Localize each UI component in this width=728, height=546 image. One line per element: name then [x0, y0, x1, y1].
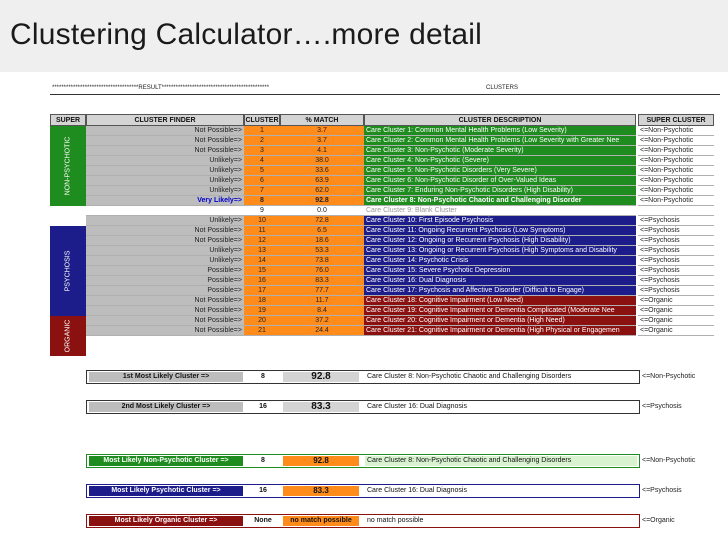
cell-cluster: 3: [244, 146, 280, 156]
cell-cluster: 13: [244, 246, 280, 256]
summary-label: Most Likely Organic Cluster =>: [89, 516, 243, 526]
cell-super: <=Psychosis: [638, 236, 714, 246]
cell-desc: Care Cluster 6: Non-Psychotic Disorder of Over-Valued Ideas: [364, 176, 636, 186]
cell-finder: [86, 206, 244, 216]
cell-cluster: 8: [244, 196, 280, 206]
cell-finder: Not Possible=>: [86, 306, 244, 316]
cell-super: <=Non-Psychotic: [638, 166, 714, 176]
cell-match: 83.3: [280, 276, 364, 286]
cell-super: <=Psychosis: [638, 216, 714, 226]
cell-finder: Very Likely=>: [86, 196, 244, 206]
cell-cluster: 12: [244, 236, 280, 246]
cell-finder: Not Possible=>: [86, 226, 244, 236]
cell-desc: Care Cluster 20: Cognitive Impairment or Dementia (High Need): [364, 316, 636, 326]
cell-finder: Unlikely=>: [86, 186, 244, 196]
cell-match: 63.9: [280, 176, 364, 186]
summary-match: 83.3: [283, 486, 359, 496]
table-row: [50, 156, 720, 166]
table-row: [50, 186, 720, 196]
cell-match: 11.7: [280, 296, 364, 306]
header-description: CLUSTER DESCRIPTION: [364, 114, 636, 126]
result-label: *************************************RESULT**********************************************: [52, 85, 270, 91]
header-super: SUPER: [50, 114, 86, 126]
table-row: [50, 306, 720, 316]
cell-finder: Unlikely=>: [86, 176, 244, 186]
cell-finder: Possible=>: [86, 276, 244, 286]
table-row: [50, 266, 720, 276]
table-row: [50, 176, 720, 186]
cell-match: 3.7: [280, 136, 364, 146]
cell-finder: Not Possible=>: [86, 316, 244, 326]
cell-match: 6.5: [280, 226, 364, 236]
cell-desc: Care Cluster 3: Non-Psychotic (Moderate Severity): [364, 146, 636, 156]
cell-super: [638, 206, 714, 216]
summary-cluster: 8: [247, 372, 279, 382]
cell-desc: Care Cluster 19: Cognitive Impairment or Dementia Complicated (Moderate Nee: [364, 306, 636, 316]
cell-match: 0.0: [280, 206, 364, 216]
cell-cluster: 10: [244, 216, 280, 226]
cell-super: <=Psychosis: [638, 256, 714, 266]
table-row: [50, 286, 720, 296]
cell-super: <=Psychosis: [638, 226, 714, 236]
summary-cluster: None: [247, 516, 279, 526]
cell-super: <=Non-Psychotic: [638, 156, 714, 166]
cell-match: 62.0: [280, 186, 364, 196]
summary-row: [86, 370, 640, 384]
summary-cluster: 8: [247, 456, 279, 466]
cell-finder: Unlikely=>: [86, 216, 244, 226]
summary-super-cluster: <=Non-Psychotic: [642, 457, 696, 464]
cell-match: 76.0: [280, 266, 364, 276]
cell-finder: Not Possible=>: [86, 236, 244, 246]
cell-finder: Not Possible=>: [86, 326, 244, 336]
band-label-psychosis: PSYCHOSIS: [64, 250, 72, 292]
band-label-organic: ORGANIC: [64, 319, 72, 353]
table-row: [50, 276, 720, 286]
cell-super: <=Organic: [638, 316, 714, 326]
cell-desc: Care Cluster 15: Severe Psychotic Depression: [364, 266, 636, 276]
summary-super-cluster: <=Non-Psychotic: [642, 373, 696, 380]
spreadsheet: [50, 84, 720, 544]
table-row: [50, 256, 720, 266]
table-row: [50, 206, 720, 216]
cell-cluster: 2: [244, 136, 280, 146]
summary-label: 2nd Most Likely Cluster =>: [89, 402, 243, 412]
cell-super: <=Psychosis: [638, 246, 714, 256]
cell-desc: Care Cluster 21: Cognitive Impairment or Dementia (High Physical or Engagemen: [364, 326, 636, 336]
cell-super: <=Non-Psychotic: [638, 146, 714, 156]
cell-match: 18.6: [280, 236, 364, 246]
summary-label: 1st Most Likely Cluster =>: [89, 372, 243, 382]
cell-finder: Unlikely=>: [86, 156, 244, 166]
cell-match: 4.1: [280, 146, 364, 156]
cell-cluster: 18: [244, 296, 280, 306]
table-row: [50, 166, 720, 176]
cell-desc: Care Cluster 14: Psychotic Crisis: [364, 256, 636, 266]
cell-match: 53.3: [280, 246, 364, 256]
cell-desc: Care Cluster 4: Non-Psychotic (Severe): [364, 156, 636, 166]
cell-match: 37.2: [280, 316, 364, 326]
cell-finder: Possible=>: [86, 266, 244, 276]
cell-cluster: 7: [244, 186, 280, 196]
cell-desc: Care Cluster 7: Enduring Non-Psychotic Disorders (High Disability): [364, 186, 636, 196]
cell-match: 72.8: [280, 216, 364, 226]
summary-match: 92.8: [283, 456, 359, 466]
table-row: [50, 216, 720, 226]
cell-cluster: 19: [244, 306, 280, 316]
summary-cluster: 16: [247, 486, 279, 496]
cell-finder: Not Possible=>: [86, 146, 244, 156]
cell-desc: Care Cluster 10: First Episode Psychosis: [364, 216, 636, 226]
header-finder: CLUSTER FINDER: [86, 114, 244, 126]
cell-match: 33.6: [280, 166, 364, 176]
cell-match: 3.7: [280, 126, 364, 136]
table-row: [50, 236, 720, 246]
summary-super-cluster: <=Organic: [642, 517, 675, 524]
summary-row: [86, 400, 640, 414]
cell-match: 77.7: [280, 286, 364, 296]
cell-cluster: 9: [244, 206, 280, 216]
header-super-cluster: SUPER CLUSTER: [638, 114, 714, 126]
table-row: [50, 226, 720, 236]
result-row: [50, 84, 720, 95]
table-row: [50, 146, 720, 156]
cell-super: <=Psychosis: [638, 266, 714, 276]
summary-match: 92.8: [283, 372, 359, 382]
cell-desc: Care Cluster 18: Cognitive Impairment (Low Need): [364, 296, 636, 306]
table-row: [50, 246, 720, 256]
cell-finder: Unlikely=>: [86, 166, 244, 176]
cell-cluster: 20: [244, 316, 280, 326]
cell-super: <=Organic: [638, 296, 714, 306]
cell-cluster: 1: [244, 126, 280, 136]
cell-desc: Care Cluster 1: Common Mental Health Problems (Low Severity): [364, 126, 636, 136]
slide-title: Clustering Calculator….more detail: [10, 18, 482, 51]
cell-desc: Care Cluster 11: Ongoing Recurrent Psychosis (Low Symptoms): [364, 226, 636, 236]
cell-match: 8.4: [280, 306, 364, 316]
cell-cluster: 16: [244, 276, 280, 286]
cell-finder: Not Possible=>: [86, 126, 244, 136]
cell-cluster: 21: [244, 326, 280, 336]
summary-match: no match possible: [283, 516, 359, 526]
header-match: % MATCH: [280, 114, 364, 126]
table-row: [50, 136, 720, 146]
cell-finder: Not Possible=>: [86, 296, 244, 306]
cell-super: <=Organic: [638, 306, 714, 316]
summary-desc: Care Cluster 8: Non-Psychotic Chaotic and Challenging Disorders: [365, 372, 637, 382]
header-cluster: CLUSTER: [244, 114, 280, 126]
summary-label: Most Likely Non-Psychotic Cluster =>: [89, 456, 243, 466]
cell-super: <=Non-Psychotic: [638, 186, 714, 196]
cell-cluster: 17: [244, 286, 280, 296]
cell-desc: Care Cluster 9: Blank Cluster: [364, 206, 636, 216]
cell-cluster: 14: [244, 256, 280, 266]
cell-match: 73.8: [280, 256, 364, 266]
cell-super: <=Non-Psychotic: [638, 126, 714, 136]
summary-row: [86, 454, 640, 468]
summary-desc: Care Cluster 16: Dual Diagnosis: [365, 402, 637, 412]
cell-cluster: 5: [244, 166, 280, 176]
cell-desc: Care Cluster 2: Common Mental Health Problems (Low Severity with Greater Nee: [364, 136, 636, 146]
summary-label: Most Likely Psychotic Cluster =>: [89, 486, 243, 496]
table-row: [50, 196, 720, 206]
band-label-nonpsychotic: NON-PSYCHOTIC: [64, 136, 72, 196]
summary-row: [86, 484, 640, 498]
cell-cluster: 6: [244, 176, 280, 186]
cell-desc: Care Cluster 13: Ongoing or Recurrent Psychosis (High Symptoms and Disability: [364, 246, 636, 256]
cell-super: <=Psychosis: [638, 276, 714, 286]
summary-row: [86, 514, 640, 528]
cell-super: <=Organic: [638, 326, 714, 336]
cell-super: <=Non-Psychotic: [638, 136, 714, 146]
summary-match: 83.3: [283, 402, 359, 412]
cell-match: 24.4: [280, 326, 364, 336]
summary-desc: no match possible: [365, 516, 637, 526]
cell-finder: Not Possible=>: [86, 136, 244, 146]
cell-match: 92.8: [280, 196, 364, 206]
cell-desc: Care Cluster 5: Non-Psychotic Disorders (Very Severe): [364, 166, 636, 176]
cell-super: <=Non-Psychotic: [638, 176, 714, 186]
table-row: [50, 296, 720, 306]
cell-super: <=Non-Psychotic: [638, 196, 714, 206]
title-bar: [0, 0, 728, 72]
table-row: [50, 316, 720, 326]
cell-cluster: 15: [244, 266, 280, 276]
cell-cluster: 11: [244, 226, 280, 236]
cell-desc: Care Cluster 8: Non-Psychotic Chaotic and Challenging Disorder: [364, 196, 636, 206]
summary-super-cluster: <=Psychosis: [642, 487, 682, 494]
cell-desc: Care Cluster 16: Dual Diagnosis: [364, 276, 636, 286]
table-row: [50, 126, 720, 136]
summary-desc: Care Cluster 16: Dual Diagnosis: [365, 486, 637, 496]
summary-super-cluster: <=Psychosis: [642, 403, 682, 410]
cell-desc: Care Cluster 17: Psychosis and Affective Disorder (Difficult to Engage): [364, 286, 636, 296]
cell-cluster: 4: [244, 156, 280, 166]
cell-desc: Care Cluster 12: Ongoing or Recurrent Psychosis (High Disability): [364, 236, 636, 246]
summary-cluster: 16: [247, 402, 279, 412]
summary-desc: Care Cluster 8: Non-Psychotic Chaotic and Challenging Disorders: [365, 456, 637, 466]
cell-finder: Unlikely=>: [86, 256, 244, 266]
cell-match: 38.0: [280, 156, 364, 166]
cell-finder: Unlikely=>: [86, 246, 244, 256]
clusters-label: CLUSTERS: [486, 85, 519, 91]
cell-finder: Possible=>: [86, 286, 244, 296]
cell-super: <=Psychosis: [638, 286, 714, 296]
table-row: [50, 326, 720, 336]
